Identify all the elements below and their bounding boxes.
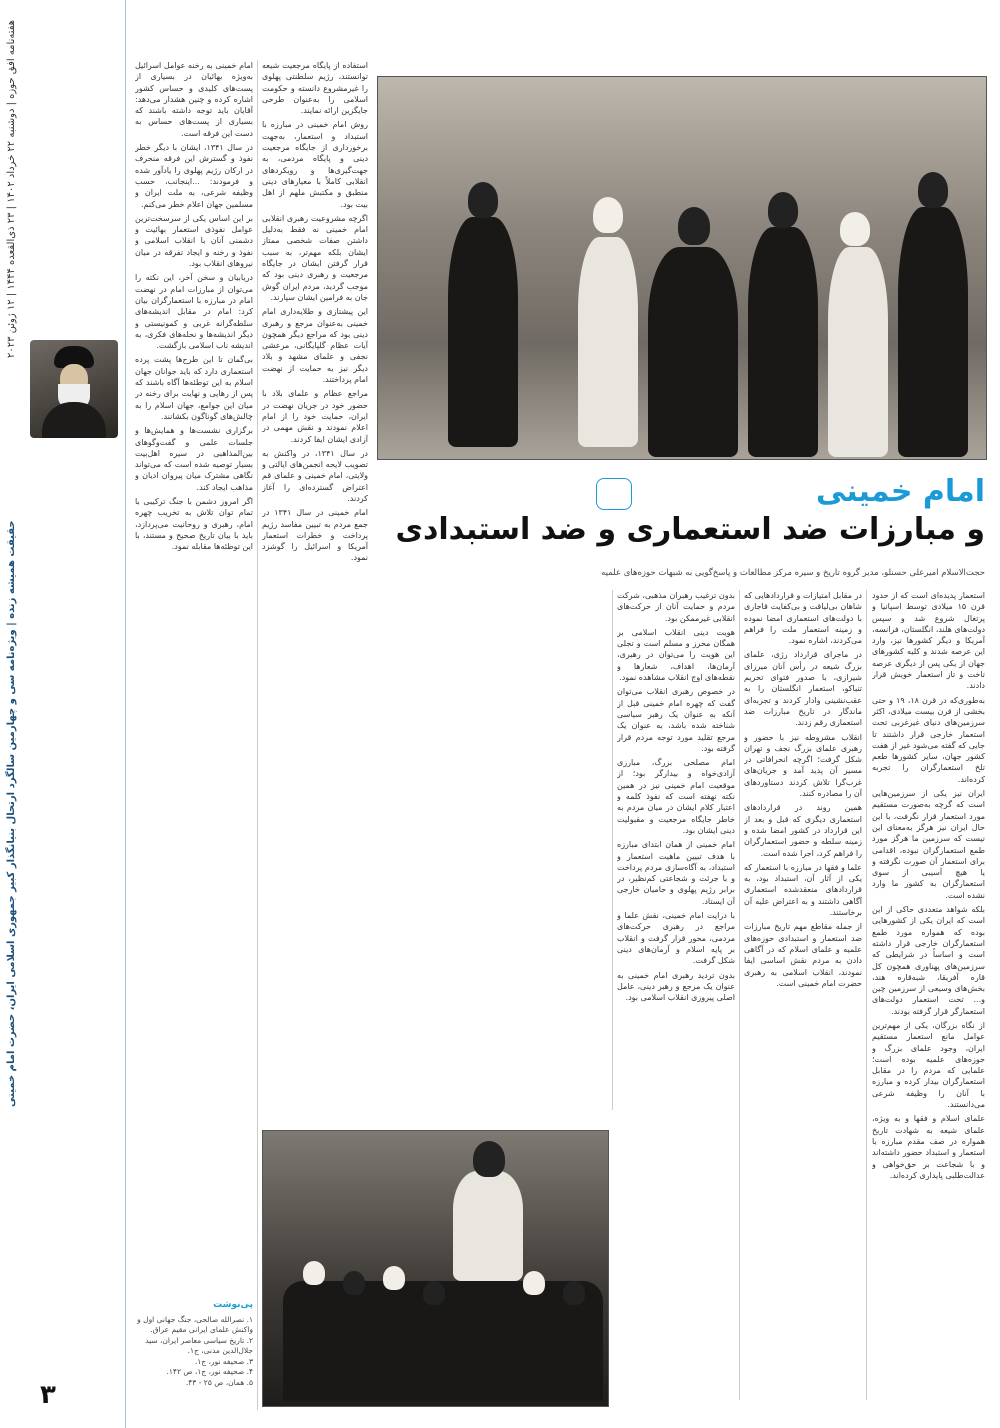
paragraph: دریابیان و سخن آخر، این نکته را می‌توان از مبارزات امام در نهضت امام در مبارزه با استعمارگران بیان کرد: امام در مقابل اندیشه‌های سلطه‌گرانه غربی و کمونیستی و دیگر اندیشه‌ها و نحله‌های فکری، به اندیشه ناب اسلامی بازگشت.	[135, 273, 253, 351]
paragraph: اگرچه مشروعیت رهبری انقلابی امام خمینی نه فقط به‌دلیل داشتن صفات شخصی ممتاز ایشان بلکه مهم‌تر، به سبب قرار گرفتن ایشان در جایگاه مرجعیت و رهبری دینی بود که موجب گردید، مردم ایران گوش جان به فرامین ایشان سپارند.	[262, 213, 368, 302]
paragraph: به‌طوری‌که در قرن ۱۸، ۱۹ و حتی بخشی از قرن بیست میلادی، اکثر سرزمین‌های دنیای غیرغربی تحت استعمار خارجی قرار داشتند تا جایی که گفته می‌شود غیر از هفت کشور جهان، سایر کشورها طعم تلخ استعمارگران را تجربه کرده‌اند.	[872, 695, 985, 784]
footnotes	[135, 1300, 253, 1388]
paragraph: استفاده از پایگاه مرجعیت شیعه توانستند، رژیم سلطنتی پهلوی را غیرمشروع دانسته و حکومت اسلامی را به‌عنوان طرحی جایگزین ارائه نمایند.	[262, 61, 368, 116]
byline: حجت‌الاسلام امیرعلی حسنلو، مدیر گروه تاریخ و سیره مرکز مطالعات و پاسخ‌گویی به شبهات حوزه‌های علمیه	[601, 568, 985, 578]
paragraph: روش امام خمینی در مبارزه با استبداد و استعمار، به‌جهت برخورداری از جایگاه مرجعیت دینی و پایگاه مردمی، به جهت‌گیری‌ها و رویکردهای انقلابی کاملاً با معیارهای دینی منطبق و مکتبش ملهم از اهل بیت بود.	[262, 120, 368, 209]
paragraph: در مقابل امتیازات و قراردادهایی که شاهان بی‌لیاقت و بی‌کفایت قاجاری با دولت‌های استعماری امضا نموده و زمینه استعمار ملت را فراهم می‌کردند، اشاره نمود.	[744, 591, 862, 646]
column-2	[744, 590, 862, 1400]
special-issue-title: حقیقت همیشه زنده | ویژه‌نامه سی و چهارمین سالگرد ارتحال بنیانگذار کبیر جمهوری اسلامی ایران، حضرت امام خمینی	[6, 520, 17, 1107]
paragraph: امام خمینی در سال ۱۳۴۱ در جمع مردم به تبیین مفاسد رژیم پرداخت و خطرات استعمار آمریکا و اسرائیل را گوشزد نمود.	[262, 508, 368, 563]
paragraph: استعمار پدیده‌ای است که از حدود قرن ۱۵ میلادی توسط اسپانیا و پرتغال شروع شد و سپس دولت‌های هلند، انگلستان، فرانسه، آمریکا و دیگر کشورها نیز، وارد این عرصه شدند و کلیه کشورهای جهان از یکی پس از دیگری عرصه تاخت و تاز استعمار خویش قرار دادند.	[872, 591, 985, 691]
paragraph: امام خمینی به رخنه عوامل اسرائیل به‌ویژه بهائیان در بسیاری از پست‌های کلیدی و حساس کشور اشاره کرده و چنین هشدار می‌دهد: آقایان باید توجه داشته باشند که بسیاری از پست‌های حساس به دست این فرقه است.	[135, 61, 253, 138]
footnote: ۵. همان، ص ۲۵ - ۴۳.	[185, 1377, 253, 1387]
title-line-2: و مبارزات ضد استعماری و ضد استبدادی	[395, 512, 985, 547]
paragraph: اگر امروز دشمن با جنگ ترکیبی با تمام توان تلاش به تخریب چهره امام، رهبری و روحانیت می‌پردازد، باید با بیان تاریخ صحیح و مستند، با این توطئه‌ها مقابله نمود.	[135, 496, 253, 552]
paragraph: این پیشتازی و طلایه‌داری امام خمینی به‌عنوان مرجع و رهبری دینی بود که مراجع دیگر همچون آیات عظام گلپایگانی، مرعشی نجفی و علمای مشهد و بلاد دیگر نیز به حمایت از نهضت امام پرداختند.	[262, 307, 368, 385]
paragraph: بدون تردید رهبری امام خمینی به عنوان یک مرجع و رهبر دینی، عامل اصلی پیروزی انقلاب اسلامی بود.	[617, 970, 735, 1003]
paragraph: مراجع عظام و علمای بلاد با حضور خود در جریان نهضت در ایران، حمایت خود را از امام اعلام نمودند و نقش مهمی در آزادی ایشان ایفا کردند.	[262, 389, 368, 444]
paragraph: انقلاب مشروطه نیز با حضور و رهبری علمای بزرگ نجف و تهران شکل گرفت؛ اگرچه انحرافاتی در مسیر آن پدید آمد و جریان‌های غرب‌گرا تلاش کردند دستاوردهای آن را مصادره کنند.	[744, 732, 862, 799]
article-title	[377, 474, 985, 564]
page-number: ۳	[40, 1380, 56, 1410]
paragraph: هویت دینی انقلاب اسلامی بر همگان محرز و مسلم است و تجلی این هویت را می‌توان در رهبری، آرمان‌ها، اهداف، شعارها و نقطه‌های اوج انقلاب مشاهده نمود.	[617, 627, 735, 683]
paragraph: بدون ترغیب رهبران مذهبی، شرکت مردم و حمایت آنان از حرکت‌های انقلابی غیرممکن بود.	[617, 591, 735, 623]
paragraph: در ماجرای قرارداد رژی، علمای بزرگ شیعه در رأس آنان میرزای شیرازی، با صدور فتوای تحریم تنباکو، استعمار انگلستان را به عقب‌نشینی وادار کردند و تجربه‌ای ماندگار در تاریخ مبارزات ضد استعماری رقم زدند.	[744, 650, 862, 728]
column-5	[135, 60, 253, 1290]
paragraph: بی‌گمان تا این طرح‌ها پشت پرده استعماری دارد که باید جوانان جهان اسلام به این توطئه‌ها آگاه باشند که پس از رهایی و نهایت برای رخنه در میان این جوامع، جهان اسلام را به چالش‌های گوناگون بکشانند.	[135, 355, 253, 421]
paragraph: بر این اساس یکی از سرسخت‌ترین عوامل نفوذی استعمار بهائیت و دشمنی آنان با انقلاب اسلامی و نفوذ و رخنه و ایجاد تفرقه در میان نیروهای انقلاب بود.	[135, 213, 253, 269]
paragraph: بلکه شواهد متعددی حاکی از این است که ایران یکی از کشورهایی بوده که همواره مورد طمع استعمارگران خارجی قرار داشته است و اساساً در شرایطی که سرزمین‌های پهناوری همچون کل قاره آفریقا، شبه‌قاره هند، بخش‌های وسیعی از سرزمین چین و... تحت استعمار دولت‌های استعمارگر قرار گرفته بودند.	[872, 905, 985, 1016]
column-4	[262, 60, 368, 1120]
paragraph: برگزاری نشست‌ها و همایش‌ها و جلسات علمی و گفت‌وگوهای بین‌المذاهبی در سیره اهل‌بیت بسیار توصیه شده است که می‌تواند نگاهی مشترک میان پیروان ادیان و مذاهب ایجاد کند.	[135, 426, 253, 492]
paragraph: با درایت امام خمینی، نقش علما و مراجع در رهبری حرکت‌های مردمی، محور قرار گرفت و انقلاب بر پایه اسلام و آرمان‌های دینی شکل گرفت.	[617, 911, 735, 966]
column-rule	[739, 590, 740, 1400]
column-3	[617, 590, 735, 1110]
footnotes-title: پی‌نوشت	[213, 1300, 253, 1310]
paragraph: در سال ۱۳۴۱، ایشان با دیگر خطر نفوذ و گسترش این فرقه منحرف در ارکان رژیم پهلوی را یادآور شده و فرمودند: ...اینجانب، حسب وظیفه شرعی، به ملت ایران و مسلمین جهان اعلام خطر می‌کنم.	[135, 143, 253, 209]
paragraph: ایران نیز یکی از سرزمین‌هایی است که گرچه به‌صورت مستقیم مورد استعمار قرار نگرفت، با این حال ایران نیز هرگز به‌معنای این نیست که سرزمین ما هرگز مورد طمع استعمارگران نبوده، اقدامی برای استعمار آن صورت نگرفته و یا هیچ آسیبی از سوی استعمارگران به کشور ما وارد نشده است.	[872, 789, 985, 900]
footnote: ۲. تاریخ سیاسی معاصر ایران، سید جلال‌الدین مدنی، ج۱.	[145, 1335, 253, 1355]
column-rule	[257, 60, 258, 1410]
paragraph: در خصوص رهبری انقلاب می‌توان گفت که چهره امام خمینی قبل از آنکه به عنوان یک رهبر سیاسی شناخته شده باشد، به عنوان یک مرجع تقلید مورد توجه مردم قرار گرفته بود.	[617, 687, 735, 753]
column-1	[872, 590, 985, 1400]
historical-photo-procession	[377, 76, 987, 460]
title-line-1: امام خمینی	[815, 474, 985, 509]
footnote: ۴. صحیفه نور، ج۱، ص ۱۴۲.	[166, 1367, 253, 1376]
historical-photo-speech	[262, 1130, 609, 1407]
paragraph: از جمله مقاطع مهم تاریخ مبارزات ضد استعمار و استبدادی حوزه‌های علمیه و علمای اسلام که در آگاهی دادن به مردم نقش اساسی ایفا نمودند، انقلاب اسلامی به رهبری حضرت امام خمینی است.	[744, 922, 862, 988]
footnote: ۳. صحیفه نور، ج۱.	[194, 1356, 253, 1366]
paragraph: از نگاه بزرگان، یکی از مهم‌ترین عوامل مانع استعمار مستقیم ایران، وجود علمای بزرگ و حوزه‌های علمیه بوده است؛ علمایی که مردم را در مقابل استعمارگران بیدار کرده و مبارزه با آنان را وظیفه شرعی می‌دانستند.	[872, 1020, 985, 1110]
column-rule	[866, 590, 867, 1400]
paragraph: امام خمینی از همان ابتدای مبارزه با هدف تبیین ماهیت استعمار و استبداد، به آگاه‌سازی مردم پرداخت و با جرئت و شجاعتی کم‌نظیر، در برابر رژیم پهلوی و حامیان خارجی آن ایستاد.	[617, 840, 735, 906]
issue-meta: هفته‌نامه افق حوزه | دوشنبه ۲۲ خرداد ۱۴۰۲ | ۲۳ ذی‌القعده ۱۴۴۴ | ۱۲ ژوئن ۲۰۲۳	[6, 20, 17, 359]
paragraph: علمای اسلام و فقها و به ویژه، علمای شیعه به شهادت تاریخ همواره در صف مقدم مبارزه با استعمار و استبداد حضور داشته‌اند و با شجاعت بر حق‌خواهی و عدالت‌طلبی پایداری کرده‌اند.	[872, 1114, 985, 1180]
footnote: ۱. نصرالله صالحی، جنگ جهانی اول و واکنش علمای ایرانی مقیم عراق.	[137, 1314, 253, 1334]
paragraph: علما و فقها در مبارزه با استعمار که یکی از آثار آن، استبداد بود، به قراردادهای منعقدشده استعماری آگاهی داشتند و به اعتراض علیه آن برخاستند.	[744, 862, 862, 918]
imam-portrait	[30, 340, 118, 438]
left-strip	[0, 0, 126, 1428]
paragraph: در سال ۱۳۴۱، در واکنش به تصویب لایحه انجمن‌های ایالتی و ولایتی، امام خمینی و علمای قم اعتراض گسترده‌ای را آغاز کردند.	[262, 448, 368, 503]
paragraph: امام مصلحی بزرگ، مبارزی آزادی‌خواه و بیدارگر بود؛ از موقعیت امام خمینی نیز در همین نکته نهفته است که نفوذ کلمه و اعتبار کلام ایشان در میان مردم به خاطر جایگاه مرجعیت و مقبولیت دینی ایشان بود.	[617, 758, 735, 835]
column-rule	[612, 590, 613, 1110]
paragraph: همین روند در قراردادهای استعماری دیگری که قبل و بعد از این قرارداد در کشور امضا شده و زمینه سلطه و حضور استعمارگران را فراهم کرد، اجرا شده است.	[744, 803, 862, 858]
